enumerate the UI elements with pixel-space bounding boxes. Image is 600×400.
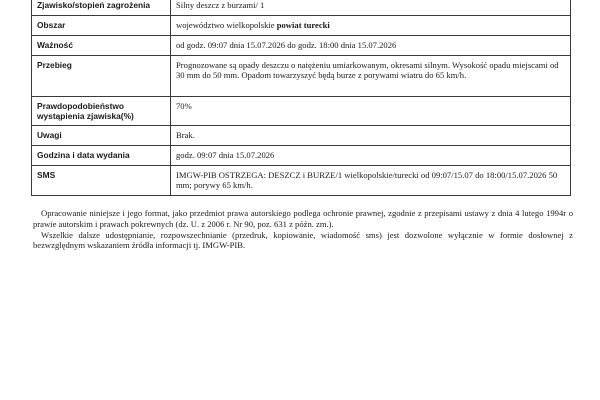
table-row: [32, 0, 571, 16]
copyright-paragraph: Opracowanie niniejsze i jego format, jako przedmiot prawa autorskiego podlega ochronie prawnej, zgodnie z przepisami ustawy z dnia 4 lutego 1994r o prawie autorskim i prawach pokrewnych (dz. U. z 2006 r. Nr 90, poz. 631 z późn. zm.).: [33, 208, 573, 229]
table-row: [32, 16, 571, 36]
copyright-footer: [33, 208, 573, 251]
area-bold: powiat turecki: [276, 20, 330, 30]
row-label-phenomenon: Zjawisko/stopień zagrożenia: [32, 0, 171, 16]
row-label-course: Przebieg: [32, 56, 171, 97]
row-label-remarks: Uwagi: [32, 126, 171, 146]
row-value-sms: IMGW-PIB OSTRZEGA: DESZCZ i BURZE/1 wielkopolskie/turecki od 09:07/15.07 do 18:00/15.07.2026 50 mm; porywy 65 km/h.: [171, 166, 571, 196]
table-row: [32, 36, 571, 56]
row-label-validity: Ważność: [32, 36, 171, 56]
row-value-remarks: Brak.: [171, 126, 571, 146]
warning-table: [31, 0, 571, 196]
row-value-validity: od godz. 09:07 dnia 15.07.2026 do godz. 18:00 dnia 15.07.2026: [171, 36, 571, 56]
area-prefix: województwo wielkopolskie: [176, 20, 277, 30]
row-value-course: Prognozowane są opady deszczu o natężeniu umiarkowanym, okresami silnym. Wysokość opadu miejscami od 30 mm do 50 mm. Opadom towarzyszyć będą burze z porywami wiatru do 65 km/h.: [171, 56, 571, 97]
row-label-probability: Prawdopodobieństwo wystąpienia zjawiska(%): [32, 97, 171, 126]
row-value-area: [171, 16, 571, 36]
row-label-sms: SMS: [32, 166, 171, 196]
table-row: [32, 97, 571, 126]
row-value-issued: godz. 09:07 dnia 15.07.2026: [171, 146, 571, 166]
row-label-area: Obszar: [32, 16, 171, 36]
table-row: [32, 56, 571, 97]
row-value-probability: 70%: [171, 97, 571, 126]
row-value-phenomenon: Silny deszcz z burzami/ 1: [171, 0, 571, 16]
distribution-paragraph: Wszelkie dalsze udostępnianie, rozpowszechnianie (przedruk, kopiowanie, wiadomość sms) jest dozwolone wyłącznie w formie dosłownej z bezwzględnym wskazaniem źródła informacji tj. IMGW-PIB.: [33, 229, 573, 251]
table-row: [32, 126, 571, 146]
table-row: [32, 166, 571, 196]
row-label-issued: Godzina i data wydania: [32, 146, 171, 166]
table-row: [32, 146, 571, 166]
